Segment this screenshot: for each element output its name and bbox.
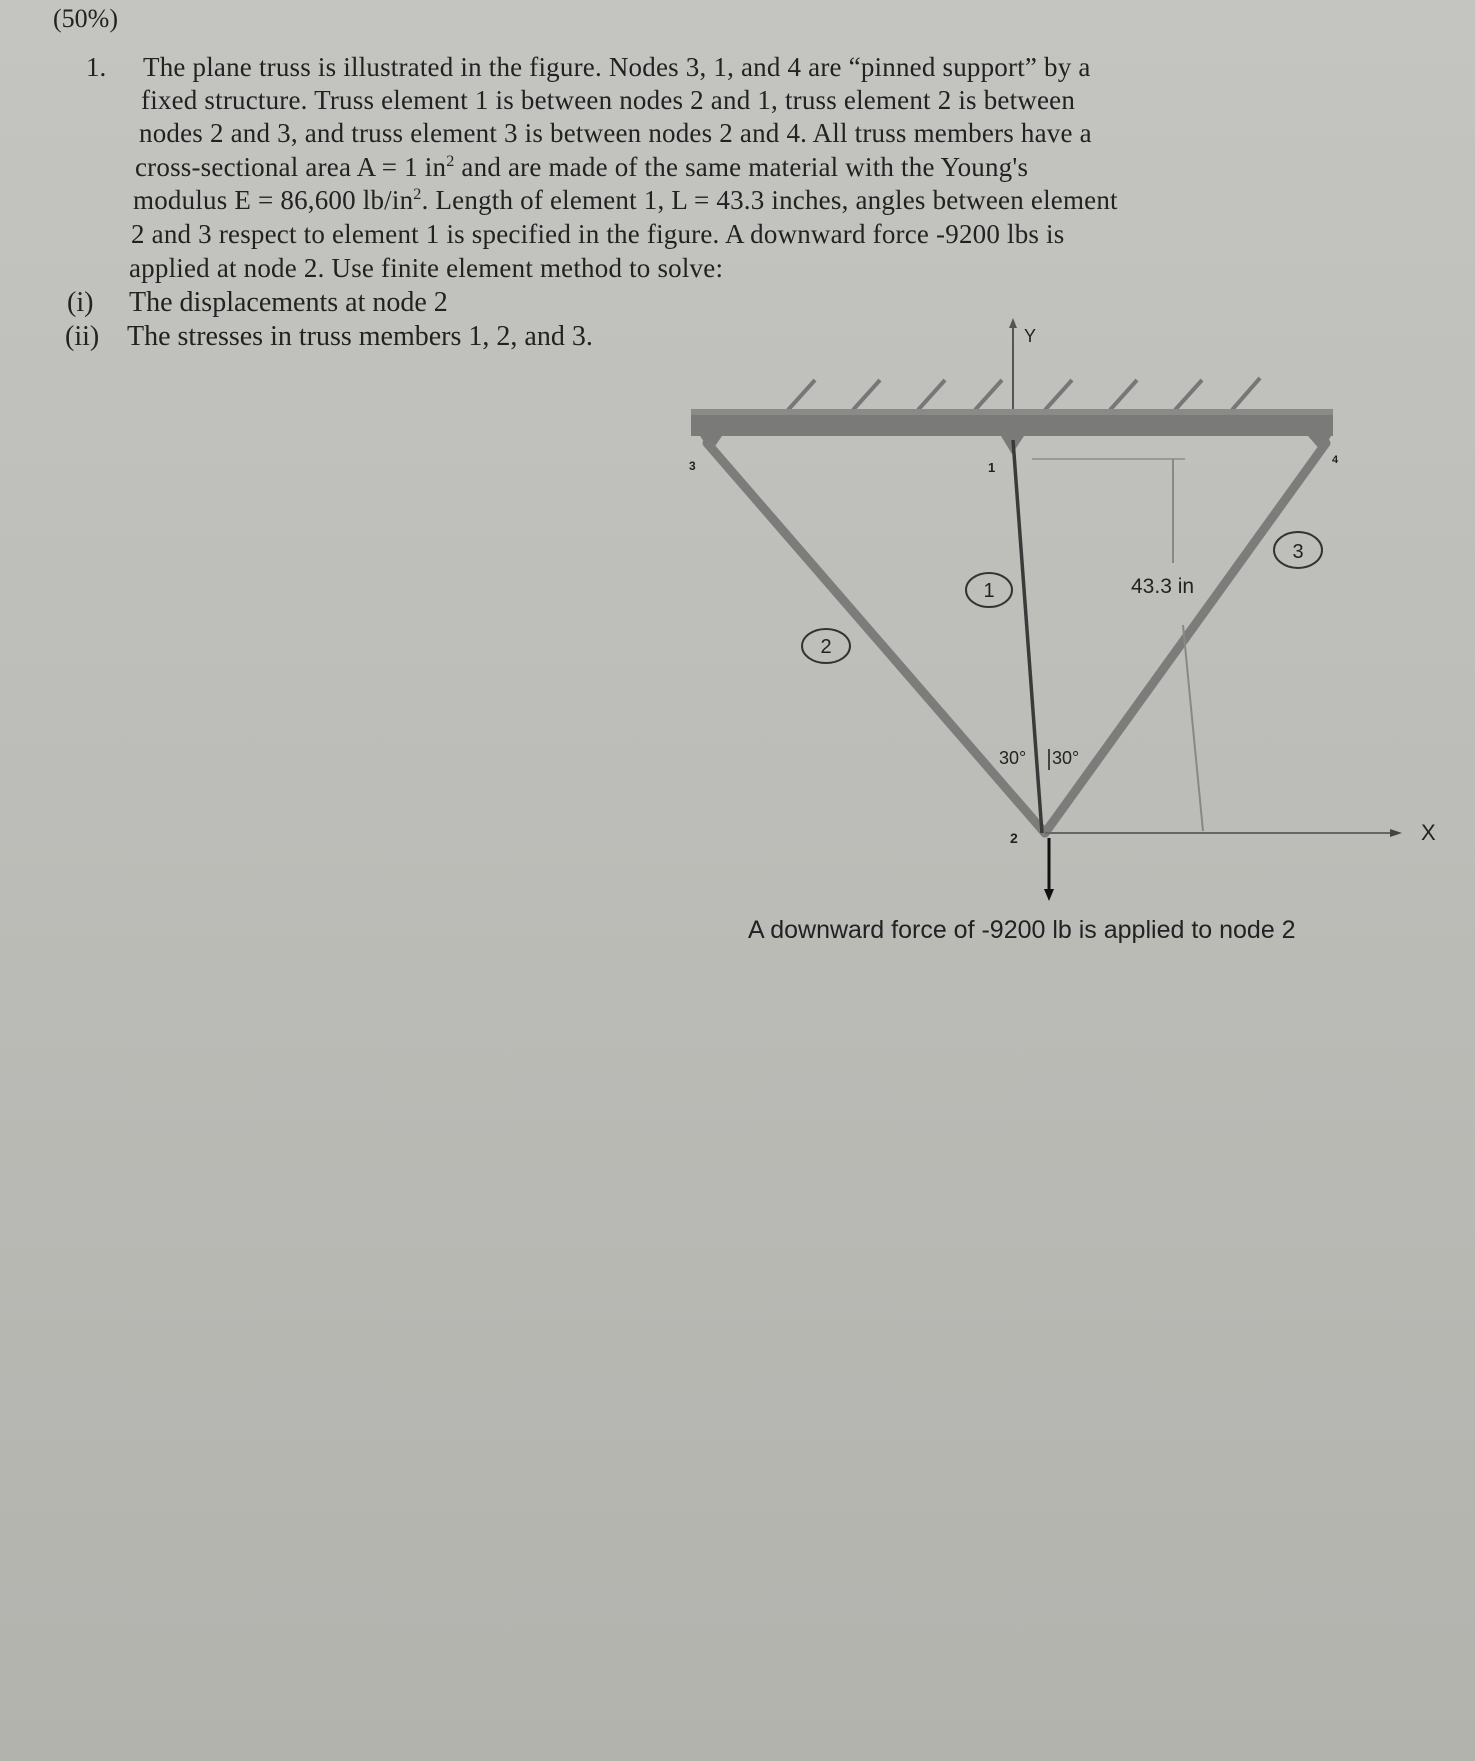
part-i-text: The displacements at node 2: [129, 287, 448, 318]
x-axis-label: X: [1421, 820, 1436, 845]
part-ii-label: (ii): [65, 321, 100, 352]
element-1-label: 1: [983, 580, 995, 602]
node-2-label: 2: [1010, 830, 1018, 846]
x-axis-arrow: [1390, 829, 1402, 837]
hatch-mark: [975, 380, 1002, 410]
modulus-text: modulus E = 86,600 lb/in: [133, 185, 414, 215]
part-ii-text: The stresses in truss members 1, 2, and 3.: [127, 321, 593, 352]
hatch-mark: [1045, 380, 1072, 410]
y-axis-arrow: [1009, 318, 1017, 328]
node-3-label: 3: [689, 459, 696, 473]
hatch-mark: [1175, 380, 1202, 410]
hatch-mark: [853, 380, 880, 410]
question-line-7: applied at node 2. Use finite element method to solve:: [129, 253, 724, 283]
question-line-1: The plane truss is illustrated in the figure. Nodes 3, 1, and 4 are “pinned support” by a: [143, 52, 1091, 82]
fixed-hatching: [788, 378, 1260, 410]
figure-labels: [689, 326, 1436, 846]
angle-right-label: 30°: [1052, 748, 1080, 768]
hatch-mark: [1232, 378, 1260, 410]
y-axis-label: Y: [1024, 326, 1037, 346]
node-4-label: 4: [1332, 454, 1339, 466]
area-text: cross-sectional area A = 1 in: [135, 152, 447, 182]
beam-highlight: [691, 409, 1333, 415]
truss-element-3: [1045, 443, 1326, 833]
angle-left-label: 30°: [999, 748, 1027, 768]
force-arrowhead: [1044, 889, 1054, 901]
question-line-2: fixed structure. Truss element 1 is between nodes 2 and 1, truss element 2 is between: [141, 85, 1076, 115]
question-number: 1.: [86, 52, 107, 82]
element-3-label: 3: [1292, 541, 1304, 563]
truss-element-2: [707, 443, 1045, 833]
element-2-label: 2: [820, 636, 832, 658]
hatch-mark: [788, 380, 815, 410]
problem-weight: (50%): [53, 4, 118, 33]
part-i-label: (i): [67, 287, 94, 318]
modulus-exponent: 2: [413, 185, 422, 203]
hatch-mark: [1110, 380, 1137, 410]
force-caption: A downward force of -9200 lb is applied to node 2: [748, 916, 1296, 944]
hatch-mark: [918, 380, 945, 410]
question-line-6: 2 and 3 respect to element 1 is specified in the figure. A downward force -9200 lbs is: [131, 219, 1065, 249]
area-exponent: 2: [446, 152, 455, 170]
dimension-vertical-lower: [1183, 625, 1203, 831]
node-1-label: 1: [988, 460, 996, 475]
length-text: . Length of element 1, L = 43.3 inches, angles between element: [421, 185, 1118, 215]
material-text: and are made of the same material with the Young's: [454, 152, 1029, 182]
question-line-3: nodes 2 and 3, and truss element 3 is between nodes 2 and 4. All truss members have a: [139, 118, 1092, 148]
length-dimension-label: 43.3 in: [1131, 575, 1195, 598]
truss-element-1: [1013, 440, 1042, 833]
